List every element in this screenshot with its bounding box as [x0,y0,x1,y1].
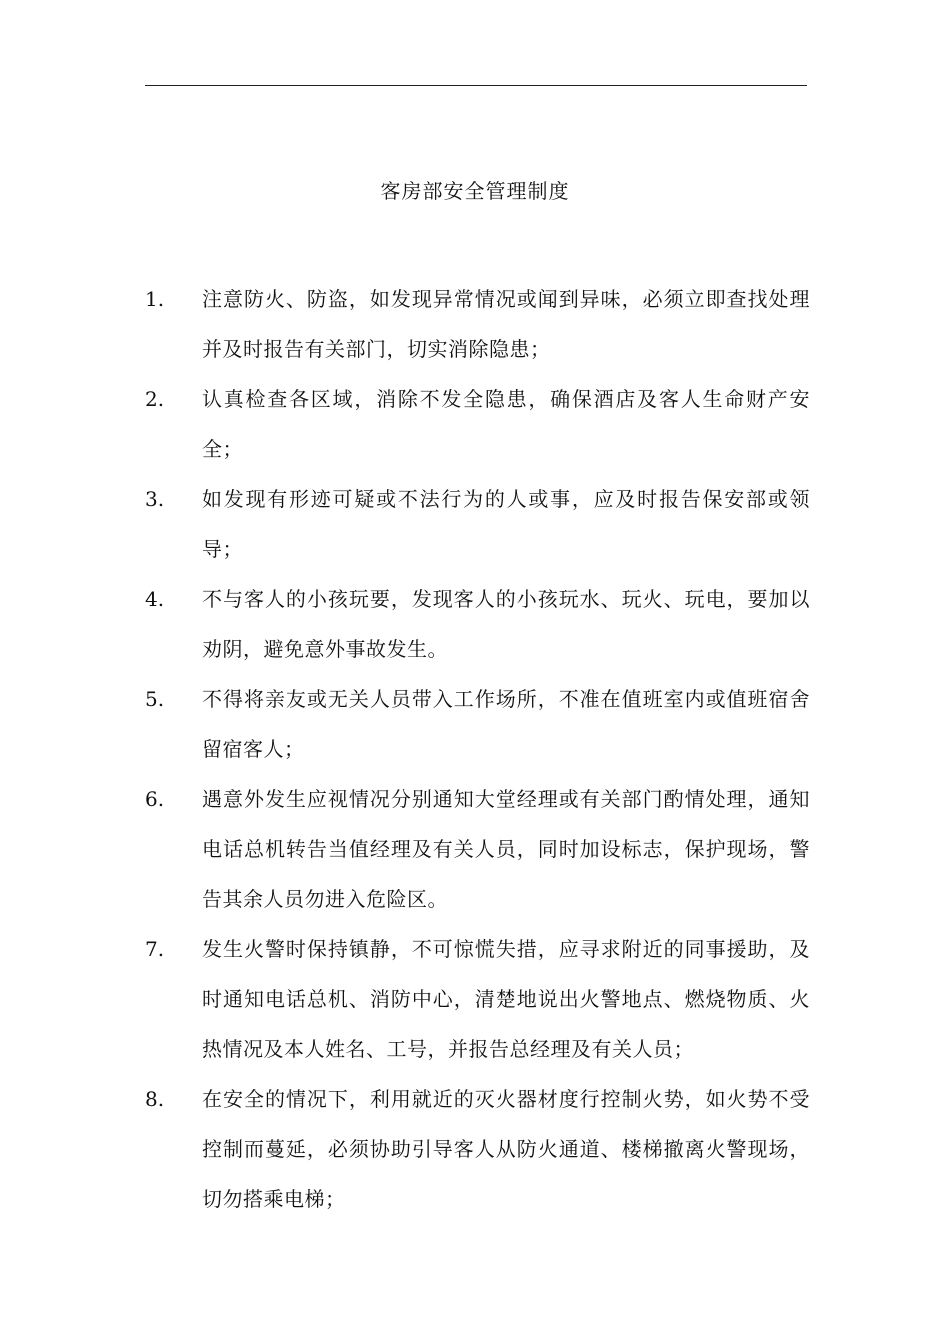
rules-list [145,274,810,1224]
rule-item-1 [145,274,810,374]
rule-number: 8. [145,1087,165,1111]
rule-item-2 [145,374,810,474]
rule-text: 在安全的情况下，利用就近的灭火器材度行控制火势，如火势不受控制而蔓延，必须协助引导客人从防火通道、楼梯撤离火警现场，切勿搭乘电梯； [202,1087,810,1211]
rule-item-5 [145,674,810,774]
rule-item-8 [145,1074,810,1224]
rule-text: 不得将亲友或无关人员带入工作场所，不准在值班室内或值班宿舍留宿客人； [202,687,810,761]
rule-item-3 [145,474,810,574]
document-title: 客房部安全管理制度 [380,179,570,203]
rule-text: 认真检查各区域，消除不发全隐患，确保酒店及客人生命财产安全； [202,387,810,461]
rule-number: 1. [145,287,165,311]
rule-number: 7. [145,937,165,961]
rule-text: 遇意外发生应视情况分别通知大堂经理或有关部门酌情处理，通知电话总机转告当值经理及有关人员，同时加设标志，保护现场，警告其余人员勿进入危险区。 [202,787,810,911]
rule-text: 发生火警时保持镇静，不可惊慌失措，应寻求附近的同事援助，及时通知电话总机、消防中心，清楚地说出火警地点、燃烧物质、火热情况及本人姓名、工号，并报告总经理及有关人员； [202,937,810,1061]
rule-text: 注意防火、防盗，如发现异常情况或闻到异味，必须立即查找处理并及时报告有关部门，切实消除隐患； [202,287,810,361]
rule-number: 3. [145,487,165,511]
rule-number: 2. [145,387,165,411]
header-divider [145,85,807,86]
rule-item-6 [145,774,810,924]
rule-number: 6. [145,787,165,811]
rule-text: 如发现有形迹可疑或不法行为的人或事，应及时报告保安部或领导； [202,487,810,561]
rule-item-4 [145,574,810,674]
rule-number: 4. [145,587,165,611]
rule-text: 不与客人的小孩玩要，发现客人的小孩玩水、玩火、玩电，要加以劝阴，避免意外事故发生。 [202,587,810,661]
rule-number: 5. [145,687,165,711]
rule-item-7 [145,924,810,1074]
